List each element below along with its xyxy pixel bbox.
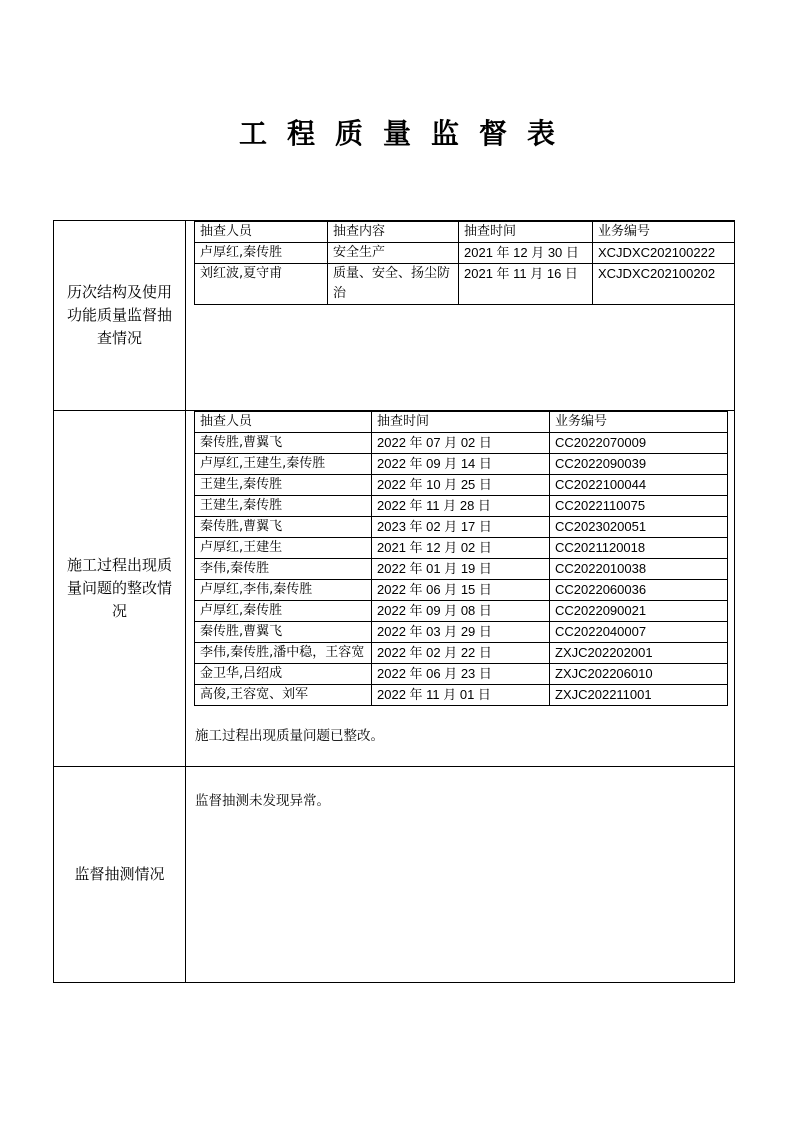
table-cell: 2022 年 09 月 14 日 <box>372 454 550 475</box>
table-row <box>195 622 728 643</box>
table-cell: XCJDXC202100222 <box>593 243 735 264</box>
table-cell: CC2022060036 <box>550 580 728 601</box>
section-label-text: 历次结构及使用功能质量监督抽查情况 <box>66 283 172 347</box>
table-cell: 王建生,秦传胜 <box>195 496 372 517</box>
table-cell: 2022 年 10 月 25 日 <box>372 475 550 496</box>
table-cell: 2021 年 12 月 02 日 <box>372 538 550 559</box>
table-cell: CC2022090021 <box>550 601 728 622</box>
table-header-cell: 抽查时间 <box>459 222 593 243</box>
table-header-cell: 业务编号 <box>593 222 735 243</box>
table-header-cell: 抽查人员 <box>195 222 328 243</box>
table-cell: 金卫华,吕绍成 <box>195 664 372 685</box>
table-row <box>195 580 728 601</box>
table-cell: 2022 年 03 月 29 日 <box>372 622 550 643</box>
section-label-text: 施工过程出现质量问题的整改情况 <box>66 556 172 620</box>
table-row <box>195 685 728 706</box>
table-cell: 2022 年 11 月 01 日 <box>372 685 550 706</box>
table-row <box>195 454 728 475</box>
table-cell: 李伟,秦传胜 <box>195 559 372 580</box>
table-cell: 2022 年 07 月 02 日 <box>372 433 550 454</box>
table-row <box>195 496 728 517</box>
table-row <box>195 517 728 538</box>
table-cell: 2022 年 02 月 22 日 <box>372 643 550 664</box>
page-title: 工程质量监督表 <box>238 117 575 150</box>
table-cell: 秦传胜,曹翼飞 <box>195 433 372 454</box>
table-row <box>195 475 728 496</box>
section-rectification <box>54 411 735 767</box>
table-row <box>195 264 735 305</box>
table-cell: XCJDXC202100202 <box>593 264 735 305</box>
table-cell: 2022 年 06 月 23 日 <box>372 664 550 685</box>
table-cell: 秦传胜,曹翼飞 <box>195 622 372 643</box>
table-cell: 2021 年 11 月 16 日 <box>459 264 593 305</box>
table-cell: CC2022110075 <box>550 496 728 517</box>
section-history-label <box>54 221 186 411</box>
table-cell: 卢厚红,王建生,秦传胜 <box>195 454 372 475</box>
table-cell: 高俊,王容宽、刘军 <box>195 685 372 706</box>
table-cell: CC2022090039 <box>550 454 728 475</box>
table-cell: 安全生产 <box>328 243 459 264</box>
table-cell: ZXJC202211001 <box>550 685 728 706</box>
table-cell: 2022 年 06 月 15 日 <box>372 580 550 601</box>
table-row <box>195 433 728 454</box>
table-cell: CC2023020051 <box>550 517 728 538</box>
table-cell: 2022 年 01 月 19 日 <box>372 559 550 580</box>
section-rectification-label <box>54 411 186 767</box>
table-cell: CC2021120018 <box>550 538 728 559</box>
table-header-cell: 抽查时间 <box>372 412 550 433</box>
table-row <box>195 664 728 685</box>
table-cell: 2022 年 09 月 08 日 <box>372 601 550 622</box>
table-cell: 质量、安全、扬尘防治 <box>328 264 459 305</box>
table-header-cell: 抽查人员 <box>195 412 372 433</box>
table-row <box>195 538 728 559</box>
inspection-note: 监督抽测未发现异常。 <box>195 793 330 809</box>
table-cell: 卢厚红,秦传胜 <box>195 243 328 264</box>
rectification-note: 施工过程出现质量问题已整改。 <box>195 728 384 744</box>
table-cell: 刘红波,夏守甫 <box>195 264 328 305</box>
table-cell: CC2022040007 <box>550 622 728 643</box>
supervision-form <box>53 220 735 983</box>
table-cell: 2022 年 11 月 28 日 <box>372 496 550 517</box>
section-rectification-content <box>186 411 735 767</box>
section-history <box>54 221 735 411</box>
table-header-cell: 业务编号 <box>550 412 728 433</box>
table-cell: 2021 年 12 月 30 日 <box>459 243 593 264</box>
table-cell: CC2022100044 <box>550 475 728 496</box>
table-header-row <box>195 412 728 433</box>
table-row <box>195 643 728 664</box>
rectification-table <box>194 411 728 706</box>
table-cell: 卢厚红,秦传胜 <box>195 601 372 622</box>
section-label-text: 监督抽测情况 <box>74 865 165 883</box>
table-row <box>195 601 728 622</box>
table-cell: CC2022010038 <box>550 559 728 580</box>
table-cell: CC2022070009 <box>550 433 728 454</box>
history-table <box>194 221 735 305</box>
table-row <box>195 243 735 264</box>
section-inspection-content <box>186 767 735 983</box>
table-cell: ZXJC202202001 <box>550 643 728 664</box>
table-cell: 卢厚红,李伟,秦传胜 <box>195 580 372 601</box>
section-inspection-label <box>54 767 186 983</box>
table-cell: ZXJC202206010 <box>550 664 728 685</box>
table-cell: 王建生,秦传胜 <box>195 475 372 496</box>
table-cell: 卢厚红,王建生 <box>195 538 372 559</box>
table-header-row <box>195 222 735 243</box>
table-cell: 李伟,秦传胜,潘中稳，王容宽 <box>195 643 372 664</box>
table-row <box>195 559 728 580</box>
section-inspection <box>54 767 735 983</box>
table-cell: 秦传胜,曹翼飞 <box>195 517 372 538</box>
table-cell: 2023 年 02 月 17 日 <box>372 517 550 538</box>
section-history-content <box>186 221 735 411</box>
table-header-cell: 抽查内容 <box>328 222 459 243</box>
